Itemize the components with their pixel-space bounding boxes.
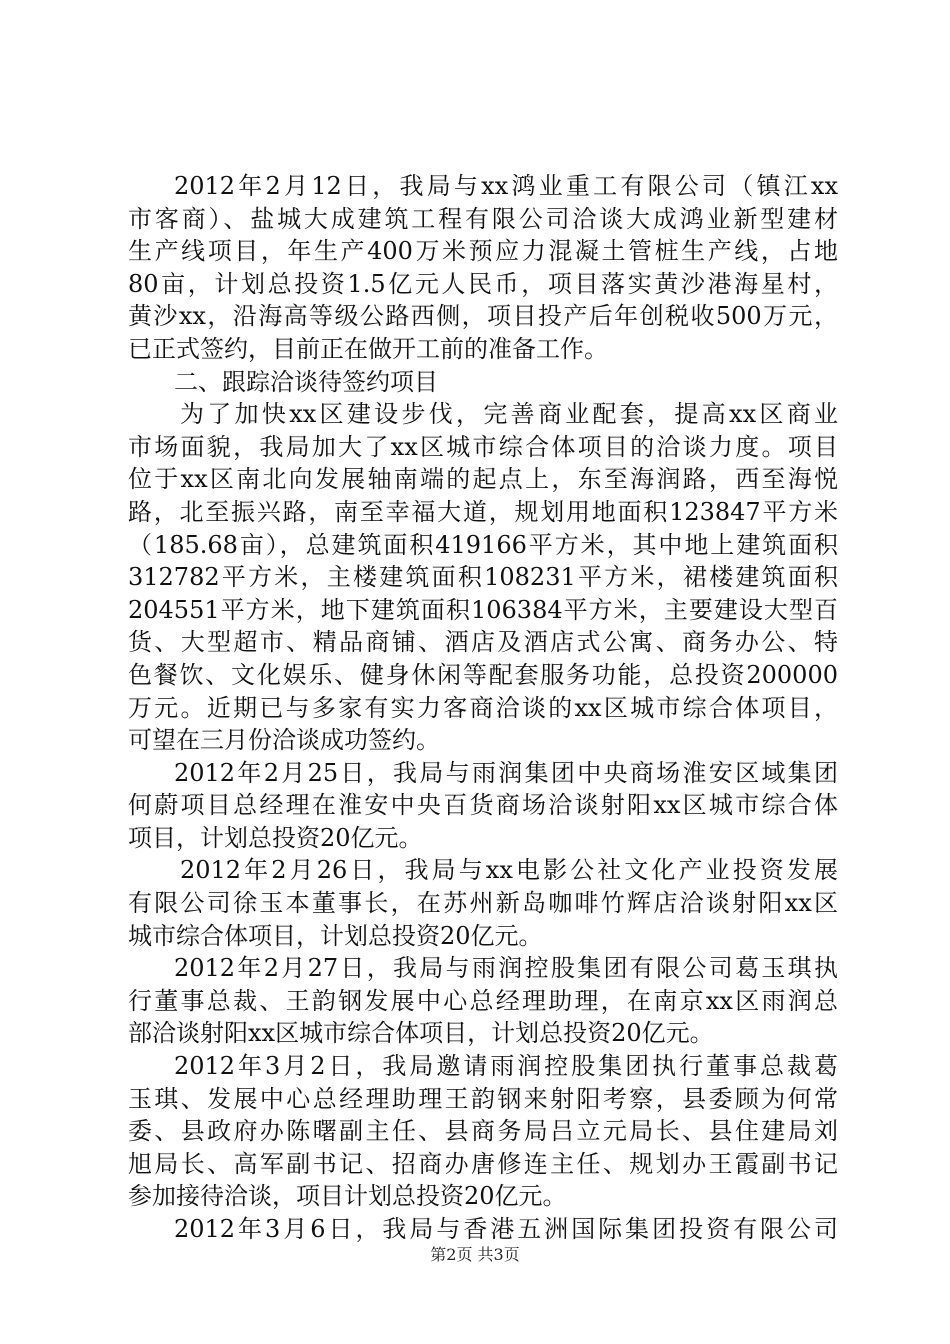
text-line: 可望在三月份洽谈成功签约。 bbox=[128, 726, 440, 755]
text-line: 为了加快xx区建设步伐，完善商业配套，提高xx区商业 bbox=[180, 400, 838, 429]
section-heading: 二、跟踪洽谈待签约项目 bbox=[174, 367, 438, 396]
text-line: 市客商）、盐城大成建筑工程有限公司洽谈大成鸿业新型建材 bbox=[128, 204, 838, 233]
text-line: （185.68亩），总建筑面积419166平方米，其中地上建筑面积 bbox=[128, 530, 838, 559]
text-line: 黄沙xx，沿海高等级公路西侧，项目投产后年创税收500万元， bbox=[128, 302, 838, 331]
text-line: 204551平方米，地下建筑面积106384平方米，主要建设大型百 bbox=[128, 595, 838, 624]
text-line: 2012年2月25日，我局与雨润集团中央商场淮安区域集团 bbox=[174, 758, 838, 787]
text-line: 委、县政府办陈曙副主任、县商务局吕立元局长、县住建局刘 bbox=[128, 1117, 838, 1146]
text-line: 色餐饮、文化娱乐、健身休闲等配套服务功能，总投资200000 bbox=[128, 660, 838, 689]
text-line: 玉琪、发展中心总经理助理王韵钢来射阳考察，县委顾为何常 bbox=[128, 1084, 838, 1113]
text-line: 项目，计划总投资20亿元。 bbox=[128, 823, 423, 852]
document-body bbox=[128, 170, 838, 1246]
text-line: 生产线项目，年生产400万米预应力混凝土管桩生产线，占地 bbox=[128, 237, 838, 266]
text-line: 312782平方米，主楼建筑面积108231平方米，裙楼建筑面积 bbox=[128, 563, 838, 592]
text-line: 位于xx区南北向发展轴南端的起点上，东至海润路，西至海悦 bbox=[128, 465, 838, 494]
text-line: 市场面貌，我局加大了xx区城市综合体项目的洽谈力度。项目 bbox=[128, 432, 838, 461]
text-line: 旭局长、高军副书记、招商办唐修连主任、规划办王霞副书记 bbox=[128, 1149, 838, 1178]
text-line: 部洽谈射阳xx区城市综合体项目，计划总投资20亿元。 bbox=[128, 1019, 714, 1048]
text-line: 2012年3月6日，我局与香港五洲国际集团投资有限公司 bbox=[174, 1215, 838, 1243]
text-line: 何蔚项目总经理在淮安中央百货商场洽谈射阳xx区城市综合体 bbox=[128, 791, 838, 820]
text-line: 已正式签约，目前正在做开工前的准备工作。 bbox=[128, 334, 608, 363]
text-line: 有限公司徐玉本董事长，在苏州新岛咖啡竹辉店洽谈射阳xx区 bbox=[128, 889, 838, 918]
text-line: 万元。近期已与多家有实力客商洽谈的xx区城市综合体项目， bbox=[128, 693, 838, 722]
text-line: 2012年2月27日，我局与雨润控股集团有限公司葛玉琪执 bbox=[174, 954, 838, 983]
page-footer: 第2页 共3页 bbox=[430, 1245, 520, 1264]
text-line: 80亩，计划总投资1.5亿元人民币，项目落实黄沙港海星村， bbox=[128, 269, 838, 298]
text-line: 2012年3月2日，我局邀请雨润控股集团执行董事总裁葛 bbox=[174, 1052, 838, 1081]
text-line: 参加接待洽谈，项目计划总投资20亿元。 bbox=[128, 1182, 567, 1211]
text-line: 2012年2月12日，我局与xx鸿业重工有限公司（镇江xx bbox=[174, 172, 838, 200]
text-line: 城市综合体项目，计划总投资20亿元。 bbox=[128, 921, 543, 950]
text-line: 2012年2月26日，我局与xx电影公社文化产业投资发展 bbox=[180, 856, 838, 885]
text-line: 路，北至振兴路，南至幸福大道，规划用地面积123847平方米 bbox=[128, 497, 838, 526]
text-line: 行董事总裁、王韵钢发展中心总经理助理，在南京xx区雨润总 bbox=[128, 986, 838, 1015]
text-line: 货、大型超市、精品商铺、酒店及酒店式公寓、商务办公、特 bbox=[128, 628, 838, 657]
